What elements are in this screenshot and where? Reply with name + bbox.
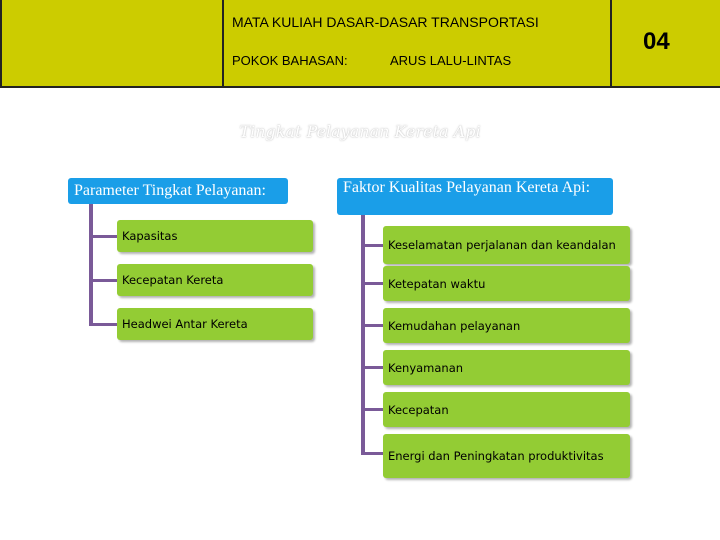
right-item (383, 434, 630, 478)
left-connector-branch (89, 323, 117, 326)
right-item-label: Ketepatan waktu (388, 276, 486, 291)
header-bottom-line (0, 86, 720, 88)
right-heading-text: Faktor Kualitas Pelayanan Kereta Api: (343, 179, 591, 196)
right-item (383, 226, 630, 264)
left-item (117, 308, 313, 340)
header-divider-left (0, 0, 2, 88)
right-connector-vertical (361, 214, 365, 455)
slide-number: 04 (643, 28, 670, 55)
right-connector-branch (361, 366, 383, 369)
left-connector-branch (89, 279, 117, 282)
left-item-label: Kecepatan Kereta (122, 273, 224, 287)
right-item-label: Keselamatan perjalanan dan keandalan (388, 238, 616, 252)
left-item-label: Headwei Antar Kereta (122, 317, 248, 331)
left-connector-vertical (89, 203, 93, 326)
header-bar (0, 0, 720, 88)
right-heading-box (337, 178, 613, 215)
topic-label: POKOK BAHASAN: (232, 53, 348, 68)
right-connector-branch (361, 408, 383, 411)
right-item-label: Kenyamanan (388, 360, 464, 375)
header-divider (222, 0, 224, 88)
topic-value: ARUS LALU-LINTAS (390, 53, 512, 68)
left-heading-box (68, 178, 288, 204)
left-heading-text: Parameter Tingkat Pelayanan: (74, 182, 266, 199)
right-connector-branch (361, 452, 383, 455)
right-connector-branch (361, 282, 383, 285)
left-item (117, 220, 313, 252)
right-item (383, 350, 630, 385)
left-item-label: Kapasitas (122, 229, 178, 243)
right-connector-branch (361, 244, 383, 247)
course-title: MATA KULIAH DASAR-DASAR TRANSPORTASI (232, 14, 539, 30)
right-item (383, 392, 630, 427)
right-item-label: Energi dan Peningkatan produktivitas (388, 449, 604, 463)
right-item (383, 308, 630, 343)
right-connector-branch (361, 324, 383, 327)
left-connector-branch (89, 235, 117, 238)
header-divider (610, 0, 612, 88)
right-item-label: Kemudahan pelayanan (388, 318, 521, 333)
right-item-label: Kecepatan (388, 402, 449, 417)
left-item (117, 264, 313, 296)
right-item (383, 266, 630, 301)
section-title: Tingkat Pelayanan Kereta Api (239, 122, 481, 141)
